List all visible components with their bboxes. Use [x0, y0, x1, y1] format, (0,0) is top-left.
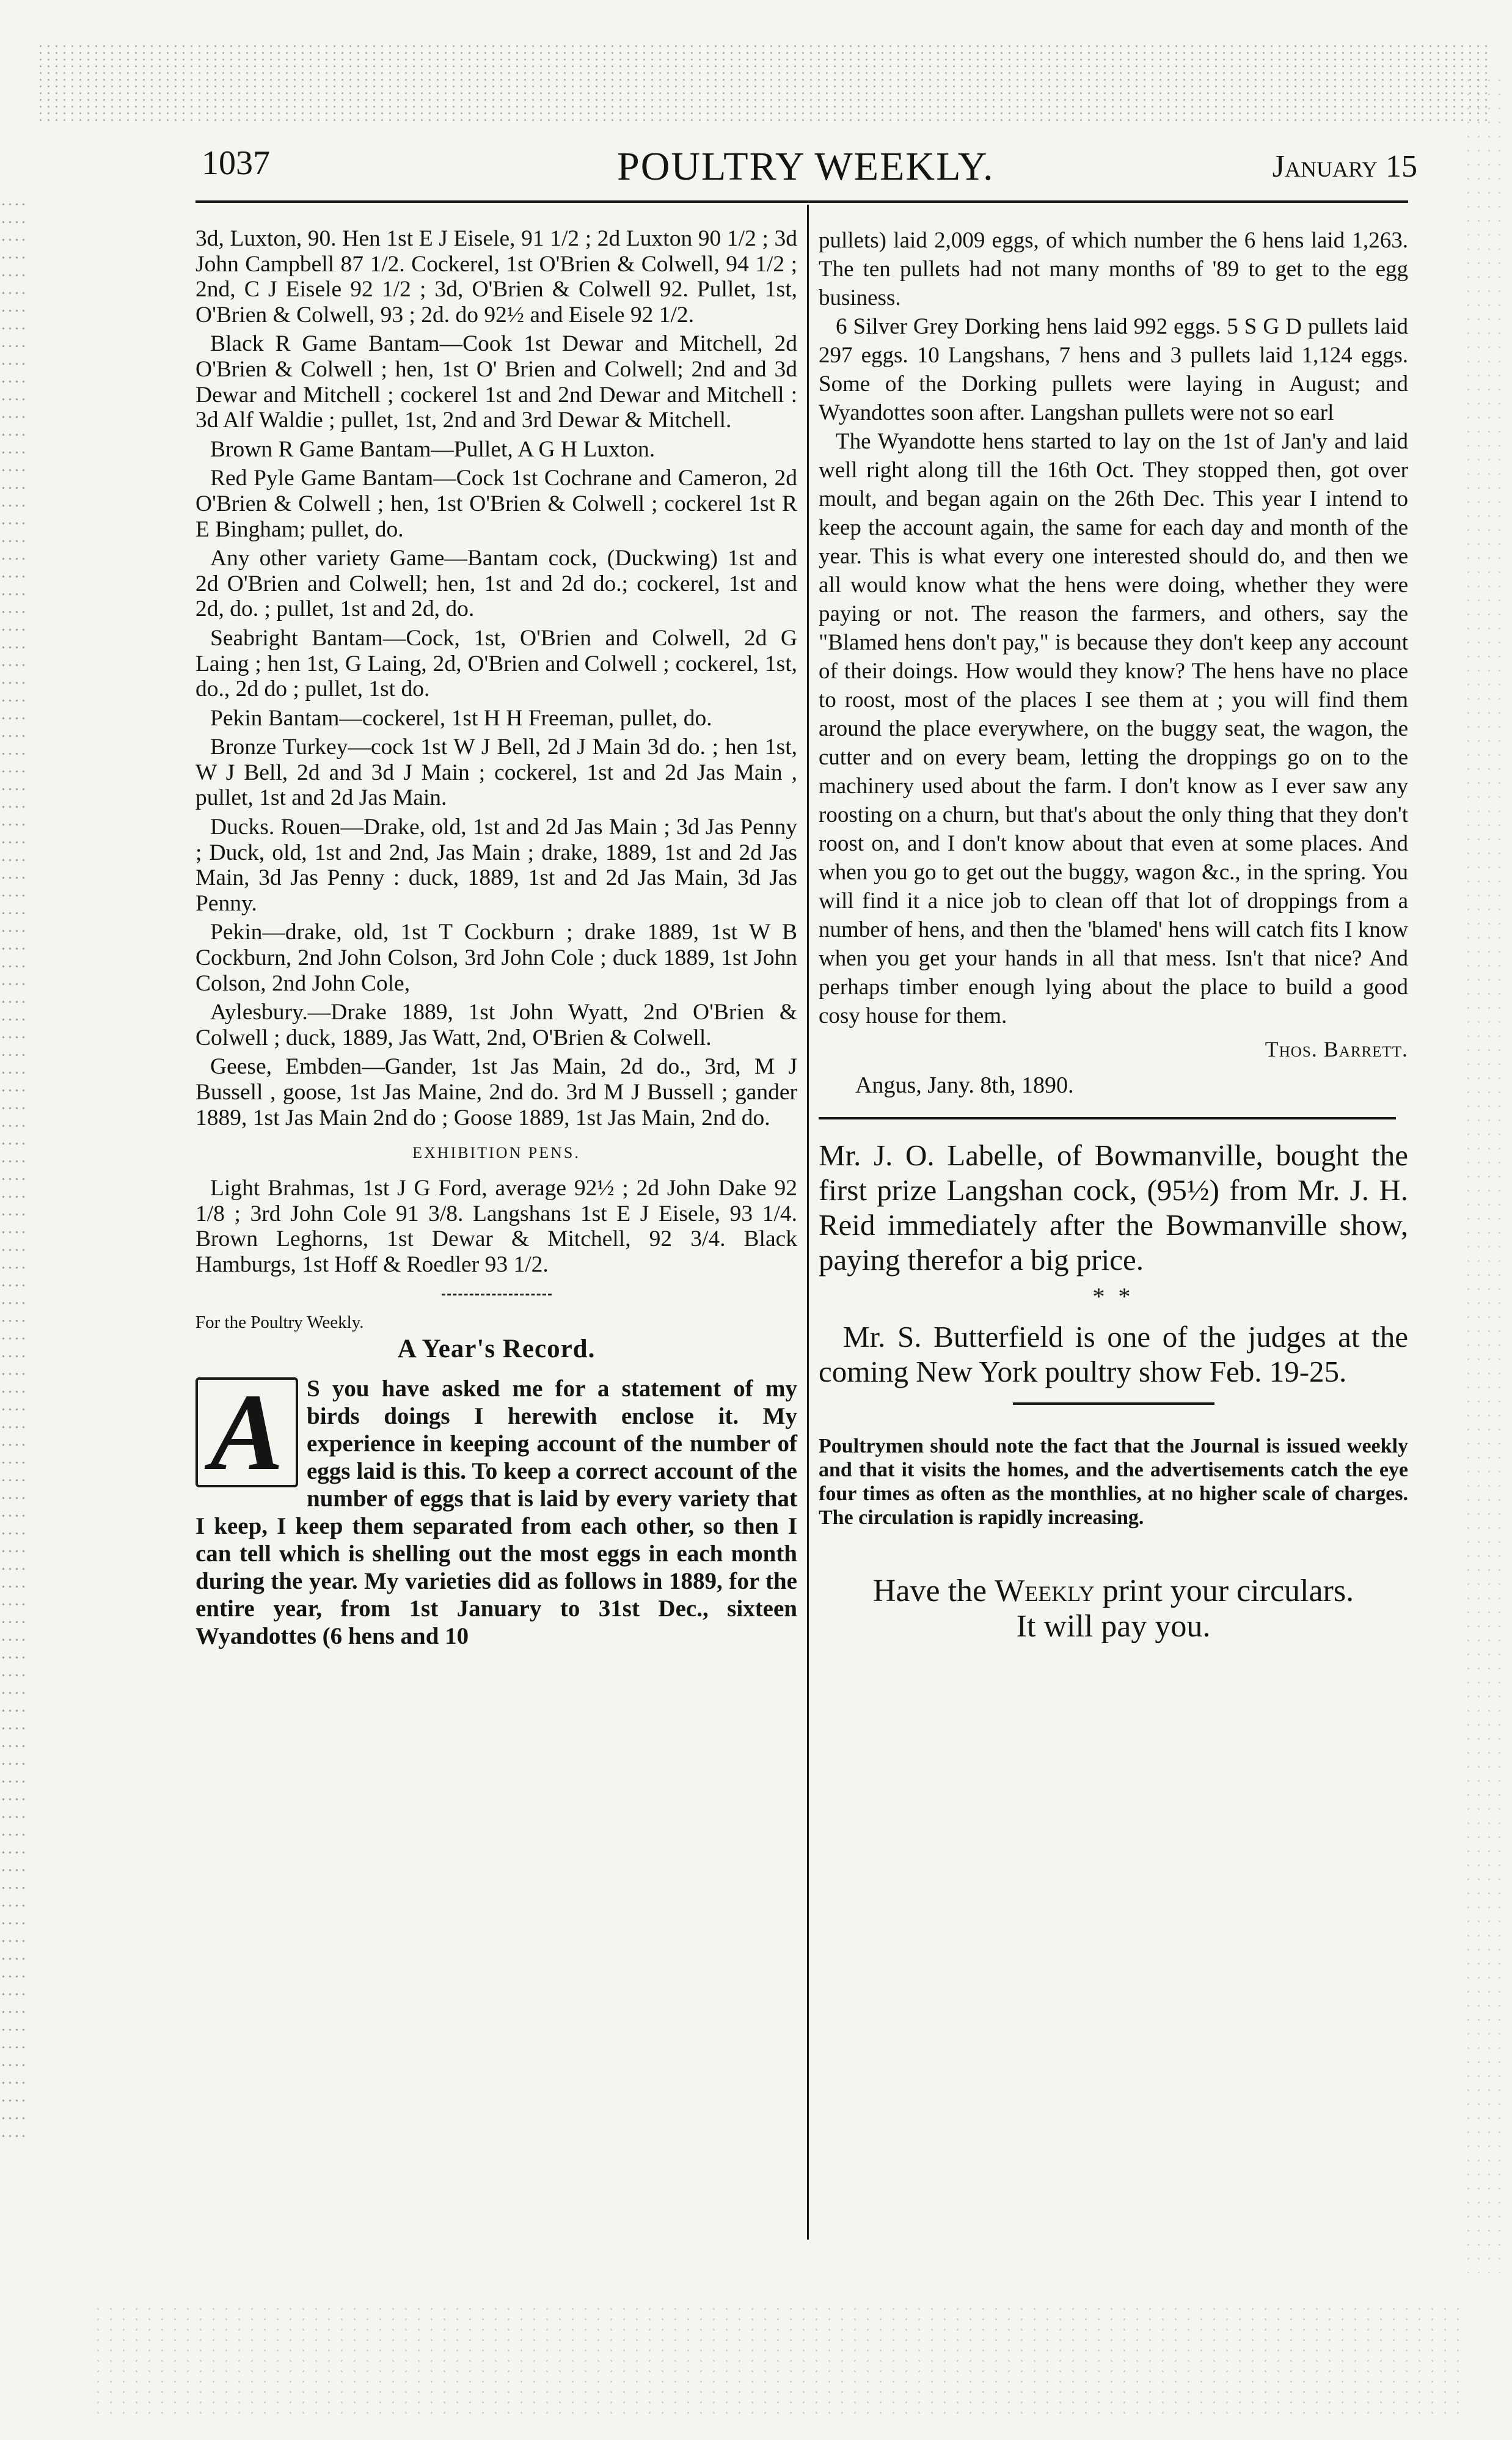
- column-divider: [807, 205, 809, 2240]
- section-divider: [442, 1294, 552, 1295]
- letter-signature: Thos. Barrett.: [1265, 1037, 1408, 1061]
- circulars-promo: [819, 1574, 1408, 1644]
- letter-dateline: Angus, Jany. 8th, 1890.: [855, 1072, 1074, 1098]
- scan-noise-bottom: [92, 2304, 1466, 2420]
- exhibition-paragraph: Light Brahmas, 1st J G Ford, average 92½ ; 2d John Dake 92 1/8 ; 3rd John Cole 91 3/8. Langshans 1st E J Eisele, 93 1/4. Brown Leghorns, 1st Dewar & Mitchell, 92 3/4. Black Hamburgs, 1st Hoff & Roedler 93 1/2.: [195, 1176, 797, 1277]
- article-body: [195, 1371, 797, 1650]
- prize-paragraph: Black R Game Bantam—Cook 1st Dewar and Mitchell, 2d O'Brien & Colwell ; hen, 1st O' Brien and Colwell; 2nd and 3d Dewar and Mitchell ; cockerel 1st and 2nd Dewar and Mitchell : 3d Alf Waldie ; pullet, 1st, 2nd and 3rd Dewar & Mitchell.: [195, 331, 797, 433]
- letter-paragraph: 6 Silver Grey Dorking hens laid 992 eggs. 5 S G D pullets laid 297 eggs. 10 Langshans, 7 hens and 3 pullets laid 1,124 eggs. Some of the Dorking pullets were laying in August; and Wyandottes soon after. Langshan pullets were not so earl: [819, 314, 1408, 425]
- promo-text: print your circulars.: [1094, 1574, 1354, 1608]
- page-header: [202, 144, 1417, 199]
- issue-date: January 15: [1272, 149, 1417, 184]
- section-rule: [819, 1117, 1396, 1119]
- scan-noise-top: [37, 43, 1491, 122]
- prize-paragraph: Ducks. Rouen—Drake, old, 1st and 2d Jas Main ; 3d Jas Penny ; Duck, old, 1st and 2nd, Jas Main ; drake, 1889, 1st and 2d Jas Main, 3d Jas Penny : duck, 1889, 1st and 2d Jas Main, 3d Jas Penny.: [195, 815, 797, 916]
- prize-paragraph: Seabright Bantam—Cock, 1st, O'Brien and Colwell, 2d G Laing ; hen 1st, G Laing, 2d, O'Brien and Colwell ; cockerel, 1st, do., 2d do ; pullet, 1st do.: [195, 625, 797, 702]
- prize-paragraph: Brown R Game Bantam—Pullet, A G H Luxton.: [210, 436, 656, 462]
- scan-noise-right: [1463, 73, 1506, 2273]
- promo-text: It will pay you.: [1016, 1609, 1211, 1644]
- header-rule: [195, 200, 1408, 203]
- prize-paragraph: 3d, Luxton, 90. Hen 1st E J Eisele, 91 1/2 ; 2d Luxton 90 1/2 ; 3d John Campbell 87 1/2. Cockerel, 1st O'Brien & Colwell, 94 1/2 ; 2nd, C J Eisele 92 1/2 ; 3d, O'Brien & Colwell 92. Pullet, 1st, O'Brien & Colwell, 93 ; 2d. do 92½ and Eisele 92 1/2.: [195, 226, 797, 328]
- letter-paragraph: pullets) laid 2,009 eggs, of which number the 6 hens laid 1,263. The ten pullets had not many months of '89 to get to the egg business.: [819, 228, 1408, 310]
- asterism: * *: [1092, 1283, 1134, 1310]
- exhibition-list: [195, 1176, 797, 1277]
- right-column: [819, 226, 1408, 1644]
- prize-paragraph: Geese, Embden—Gander, 1st Jas Main, 2d do., 3rd, M J Bussell , goose, 1st Jas Maine, 2nd do. 3rd M J Bussell ; gander 1889, 1st Jas Main 2nd do ; Goose 1889, 1st Jas Main, 2nd do.: [195, 1054, 797, 1130]
- note-paragraph: Mr. J. O. Labelle, of Bowmanville, bought the first prize Langshan cock, (95½) from Mr. J. H. Reid immediately after the Bowmanville show, paying therefor a big price.: [819, 1138, 1408, 1277]
- exhibition-heading: EXHIBITION PENS.: [412, 1144, 580, 1162]
- left-column: [195, 226, 797, 1650]
- letter-continuation: [819, 226, 1408, 1030]
- scan-noise-left: [0, 196, 24, 2151]
- note-paragraph: Mr. S. Butterfield is one of the judges at the coming New York poultry show Feb. 19-25.: [819, 1320, 1408, 1388]
- journal-notice: Poultrymen should note the fact that the Journal is issued weekly and that it visits the homes, and the advertisements catch the eye four times as often as the monthlies, at no higher scale of charges. The circulation is rapidly increasing.: [819, 1435, 1408, 1529]
- prize-paragraph: Red Pyle Game Bantam—Cock 1st Cochrane and Cameron, 2d O'Brien & Colwell ; hen, 1st O'Brien & Colwell ; cockerel 1st R E Bingham; pullet, do.: [195, 466, 797, 542]
- masthead-title: POULTRY WEEKLY.: [617, 144, 995, 189]
- prize-paragraph: Bronze Turkey—cock 1st W J Bell, 2d J Main 3d do. ; hen 1st, W J Bell, 2d and 3d J Main ; cockerel, 1st and 2d Jas Main , pullet, 1st and 2d Jas Main.: [195, 735, 797, 811]
- article-source: For the Poultry Weekly.: [195, 1312, 364, 1332]
- page-number: 1037: [202, 144, 270, 182]
- promo-weekly: Weekly: [995, 1574, 1095, 1608]
- article-title: A Year's Record.: [397, 1334, 596, 1363]
- drop-cap: A: [195, 1377, 298, 1487]
- prize-paragraph: Aylesbury.—Drake 1889, 1st John Wyatt, 2nd O'Brien & Colwell ; duck, 1889, Jas Watt, 2nd, O'Brien & Colwell.: [195, 1000, 797, 1050]
- news-note-labelle: [819, 1138, 1408, 1277]
- prize-paragraph: Any other variety Game—Bantam cock, (Duckwing) 1st and 2d O'Brien and Colwell; hen, 1st and 2d do.; cockerel, 1st and 2d, do. ; pullet, 1st and 2d, do.: [195, 546, 797, 622]
- letter-paragraph: The Wyandotte hens started to lay on the 1st of Jan'y and laid well right along till the 16th Oct. They stopped then, got over moult, and began again on the 26th Dec. This year I intend to keep the account again, the same for each day and month of the year. This is what every one interested should do, and then we all would know what the hens were doing, whether they were paying or not. The reason the farmers, and others, say the "Blamed hens don't pay," is because they don't keep any account of their doings. How would they know? The hens have no place to roost, most of the places I see them at ; you will find them around the place everywhere, on the buggy seat, the wagon, the cutter and on every beam, letting the droppings go on to the machinery used about the farm. I don't know as I ever saw any roosting on a churn, but that's about the only thing that they don't roost on, and I don't know about that even at some places. And when you go to get out the buggy, wagon &c., in the spring. You will find it a nice job to clean off that lot of droppings from a number of hens, and then the 'blamed' hens will catch fits I know when you get your hands in all that mess. Isn't that nice? And perhaps timber enough lying about the place to build a good cosy house for them.: [819, 429, 1408, 1028]
- promo-text: Have the: [872, 1574, 995, 1608]
- prize-paragraph: Pekin Bantam—cockerel, 1st H H Freeman, pullet, do.: [210, 705, 712, 731]
- prize-list: [195, 226, 797, 1130]
- article-text: S you have asked me for a statement of my birds doings I herewith enclose it. My experience in keeping account of the number of eggs laid is this. To keep a correct account of the number of eggs that is laid by every variety that I keep, I keep them separated from each other, so then I can tell which is shelling out the most eggs in each month during the year. My varieties did as follows in 1889, for the entire year, from 1st January to 31st Dec., sixteen Wyandottes (6 hens and 10: [195, 1375, 797, 1649]
- news-note-butterfield: [819, 1319, 1408, 1389]
- prize-paragraph: Pekin—drake, old, 1st T Cockburn ; drake 1889, 1st W B Cockburn, 2nd John Colson, 3rd John Cole ; duck 1889, 1st John Colson, 2nd John Cole,: [195, 920, 797, 996]
- short-rule: [1013, 1402, 1214, 1405]
